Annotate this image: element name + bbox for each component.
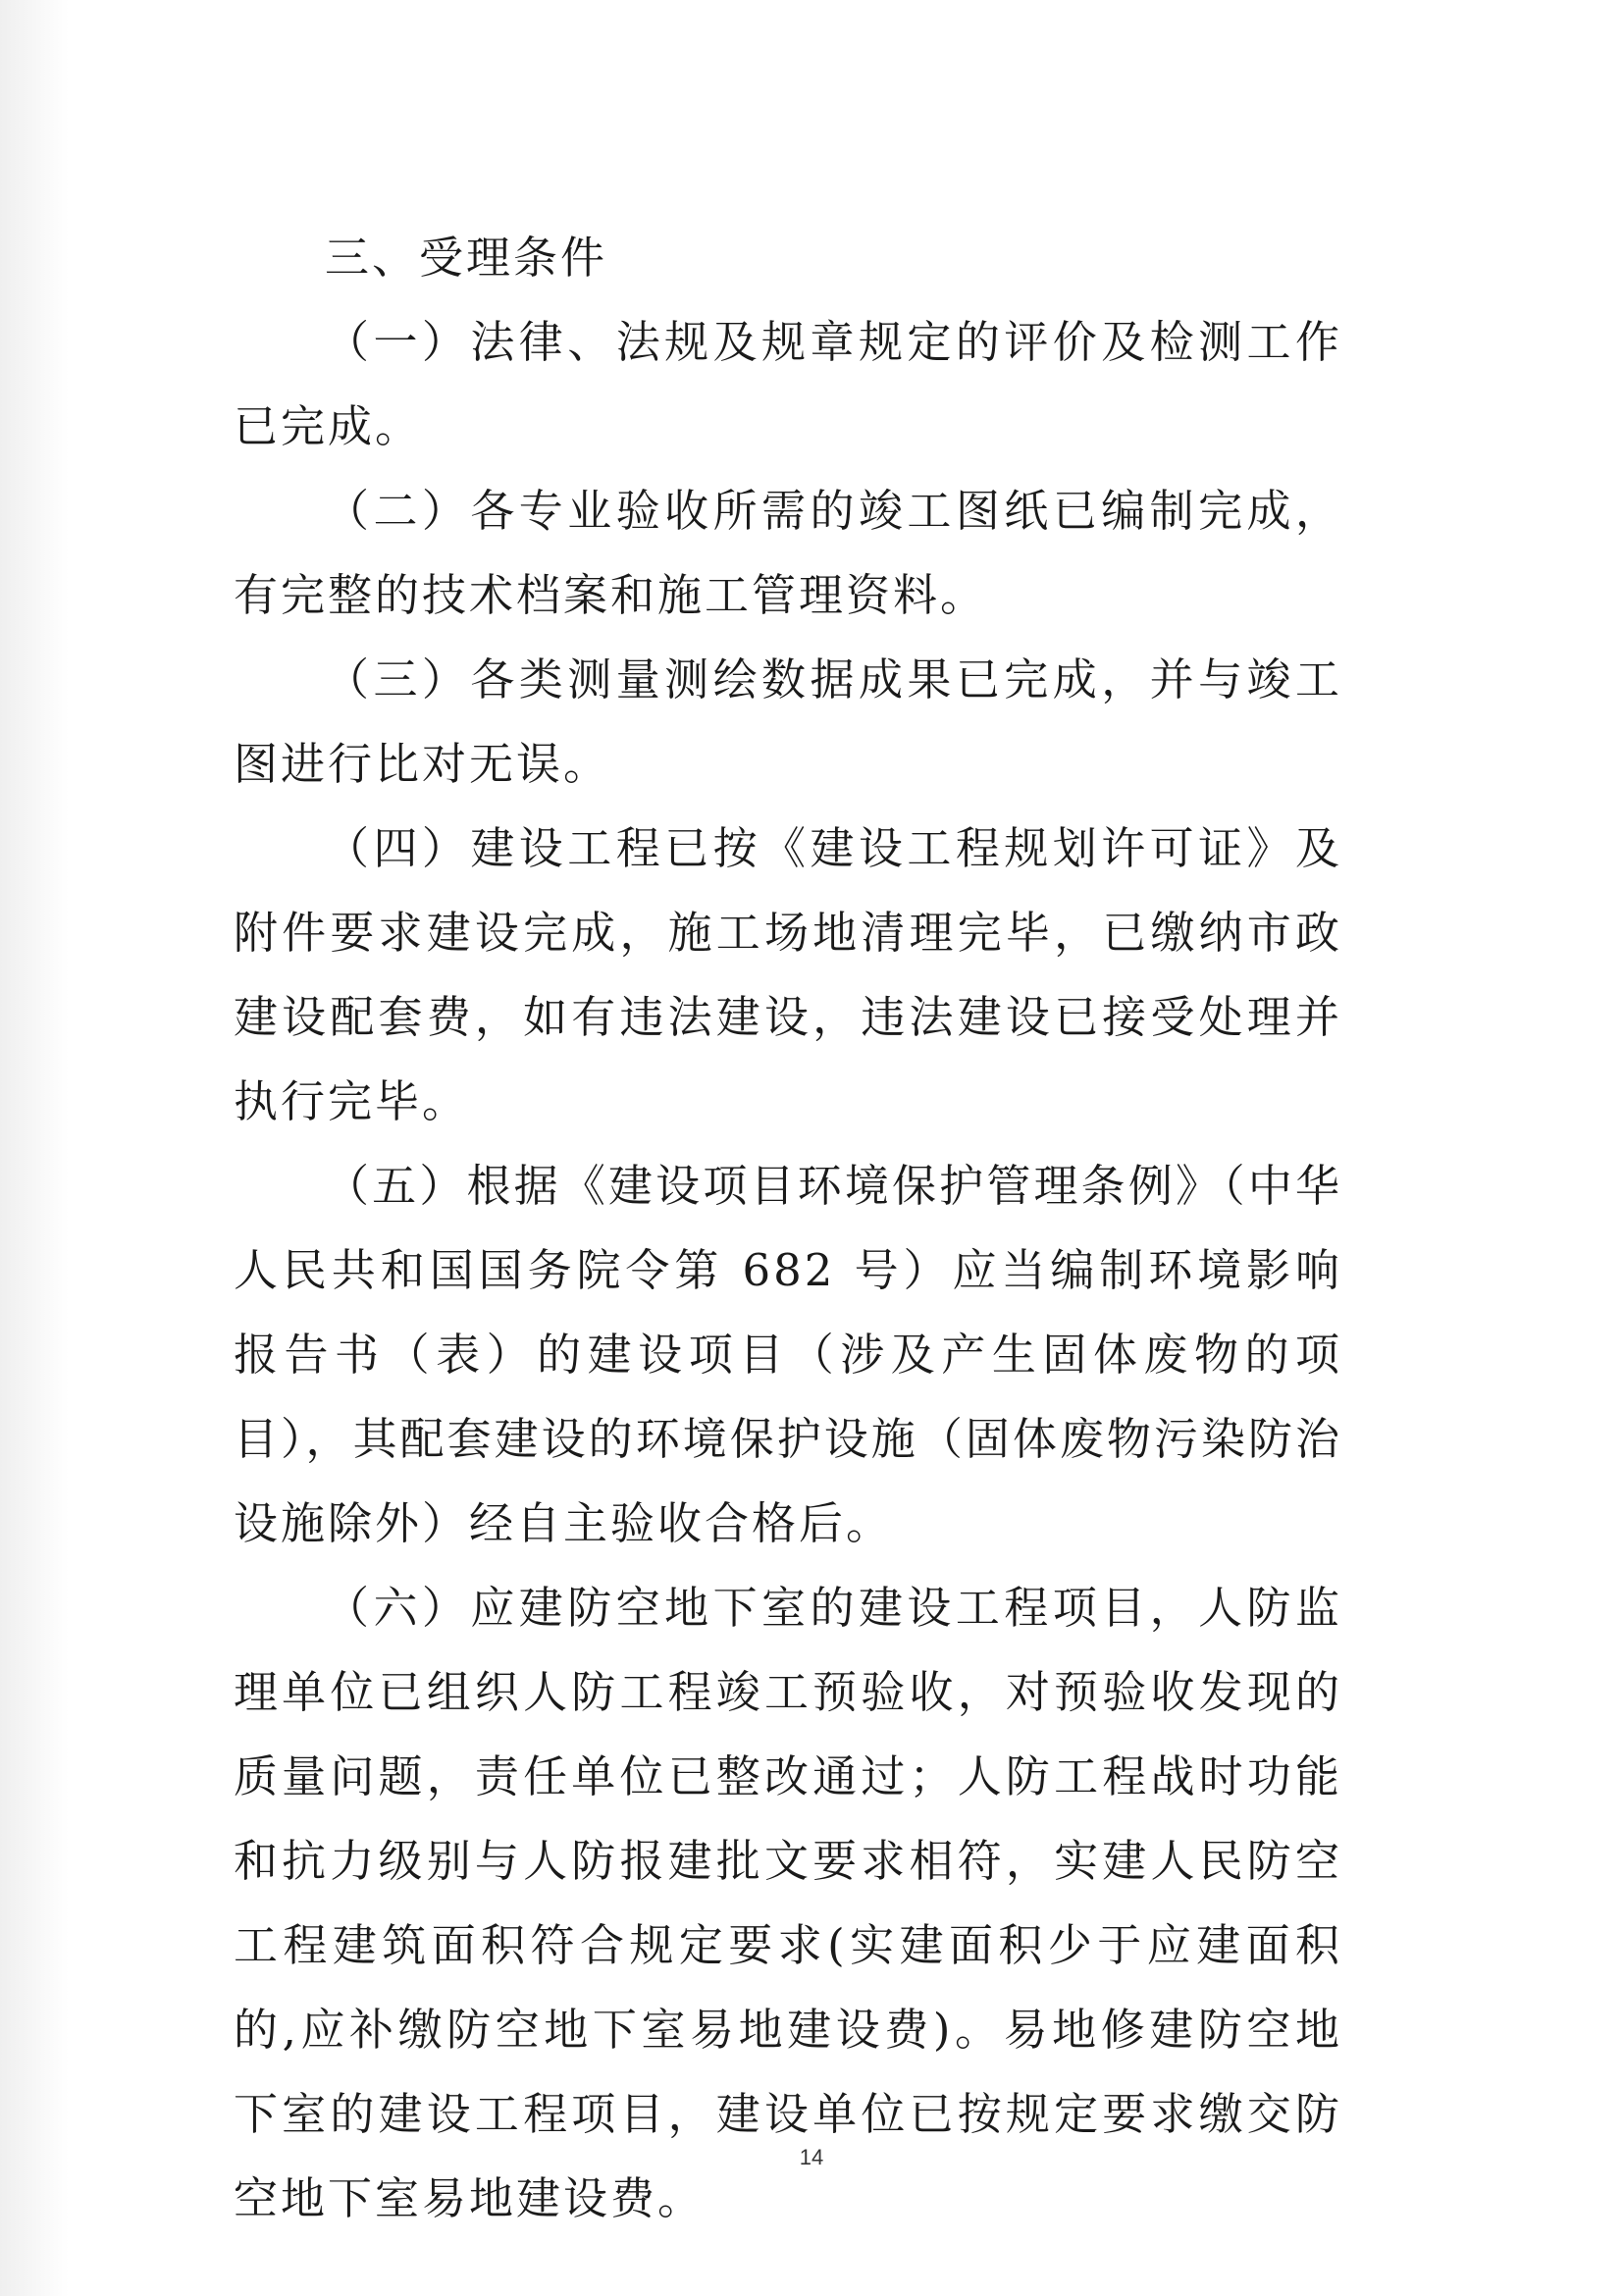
- page-number: 14: [799, 2145, 824, 2169]
- document-body: [234, 216, 1342, 2241]
- paragraph-3: （三）各类测量测绘数据成果已完成，并与竣工图进行比对无误。: [234, 653, 1342, 790]
- paragraph-2: （二）各专业验收所需的竣工图纸已编制完成，有完整的技术档案和施工管理资料。: [234, 485, 1342, 621]
- section-heading: 三、受理条件: [325, 232, 608, 284]
- paragraph-5: （五）根据《建设项目环境保护管理条例》（中华人民共和国国务院令第 682 号）应当编制环境影响报告书（表）的建设项目（涉及产生固体废物的项目），其配套建设的环境保护设施（固体废物污染防治设施除外）经自主验收合格后。: [234, 1160, 1342, 1549]
- paragraph-1: （一）法律、法规及规章规定的评价及检测工作已完成。: [234, 316, 1342, 452]
- paragraph-6: （六）应建防空地下室的建设工程项目，人防监理单位已组织人防工程竣工预验收，对预验收发现的质量问题，责任单位已整改通过；人防工程战时功能和抗力级别与人防报建批文要求相符，实建人民防空工程建筑面积符合规定要求(实建面积少于应建面积的,应补缴防空地下室易地建设费)。易地修建防空地下室的建设工程项目，建设单位已按规定要求缴交防空地下室易地建设费。: [234, 1582, 1342, 2224]
- scan-edge-shadow: [0, 0, 69, 2296]
- paragraph-4: （四）建设工程已按《建设工程规划许可证》及附件要求建设完成，施工场地清理完毕，已缴纳市政建设配套费，如有违法建设，违法建设已接受处理并执行完毕。: [234, 822, 1342, 1127]
